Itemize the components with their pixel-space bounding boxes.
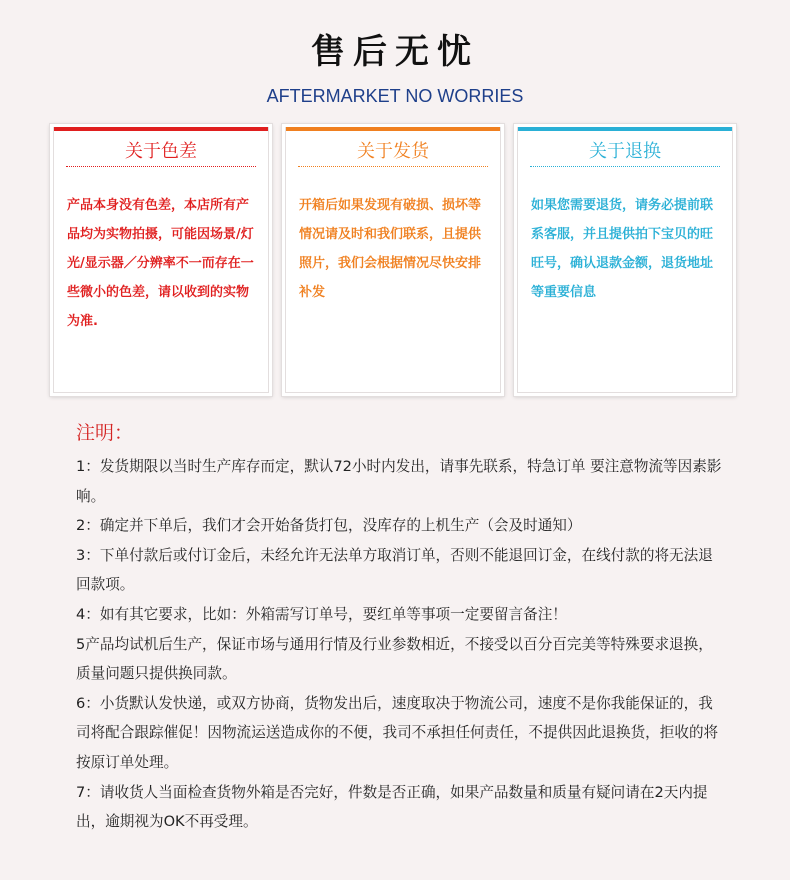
note-item: 2：确定并下单后，我们才会开始备货打包，没库存的上机生产（会及时通知） bbox=[76, 517, 582, 535]
card-title: 关于退换 bbox=[589, 141, 661, 162]
card-title: 关于色差 bbox=[125, 141, 197, 162]
note-item: 5产品均试机后生产，保证市场与通用行情及行业参数相近，不接受以百分百完美等特殊要求退换，质量问题只提供换同款。 bbox=[76, 635, 713, 683]
page-title: 售后无忧 bbox=[311, 32, 479, 72]
note-item: 6：小货默认发快递，或双方协商，货物发出后，速度取决于物流公司，速度不是你我能保证的，我司将配合跟踪催促！因物流运送造成你的不便，我司不承担任何责任，不提供因此退换货，拒收的将按原订单处理。 bbox=[76, 694, 719, 771]
card-returns bbox=[514, 124, 736, 396]
note-item: 1：发货期限以当时生产库存而定，默认72小时内发出，请事先联系，特急订单 要注意物流等因素影响。 bbox=[76, 458, 722, 505]
note-item: 4：如有其它要求，比如：外箱需写订单号，要红单等事项一定要留言备注！ bbox=[76, 605, 567, 623]
dotted-divider bbox=[298, 166, 488, 167]
card-panel bbox=[285, 127, 501, 393]
note-item: 3：下单付款后或付订金后，未经允许无法单方取消订单，否则不能退回订金，在线付款的将无法退回款项。 bbox=[76, 546, 713, 594]
card-accent-bar bbox=[518, 127, 732, 131]
card-body: 开箱后如果发现有破损、损坏等情况请及时和我们联系，且提供照片，我们会根据情况尽快安排补发 bbox=[299, 198, 482, 300]
note-item: 7：请收货人当面检查货物外箱是否完好，件数是否正确，如果产品数量和质量有疑问请在2天内提出，逾期视为OK不再受理。 bbox=[76, 783, 708, 831]
card-body: 如果您需要退货，请务必提前联系客服，并且提供拍下宝贝的旺旺号，确认退款金额，退货地址等重要信息 bbox=[531, 198, 714, 300]
card-color-difference bbox=[50, 124, 272, 396]
card-body: 产品本身没有色差，本店所有产品均为实物拍摄，可能因场景/灯光/显示器／分辨率不一而存在一些微小的色差，请以收到的实物为准. bbox=[67, 198, 254, 329]
card-title: 关于发货 bbox=[357, 141, 429, 162]
dotted-divider bbox=[66, 166, 256, 167]
card-panel bbox=[517, 127, 733, 393]
card-accent-bar bbox=[286, 127, 500, 131]
card-panel bbox=[53, 127, 269, 393]
card-accent-bar bbox=[54, 127, 268, 131]
notes-list bbox=[76, 452, 726, 837]
page-subtitle: AFTERMARKET NO WORRIES bbox=[266, 86, 524, 106]
card-shipping bbox=[282, 124, 504, 396]
dotted-divider bbox=[530, 166, 720, 167]
notes-title: 注明： bbox=[76, 422, 134, 444]
